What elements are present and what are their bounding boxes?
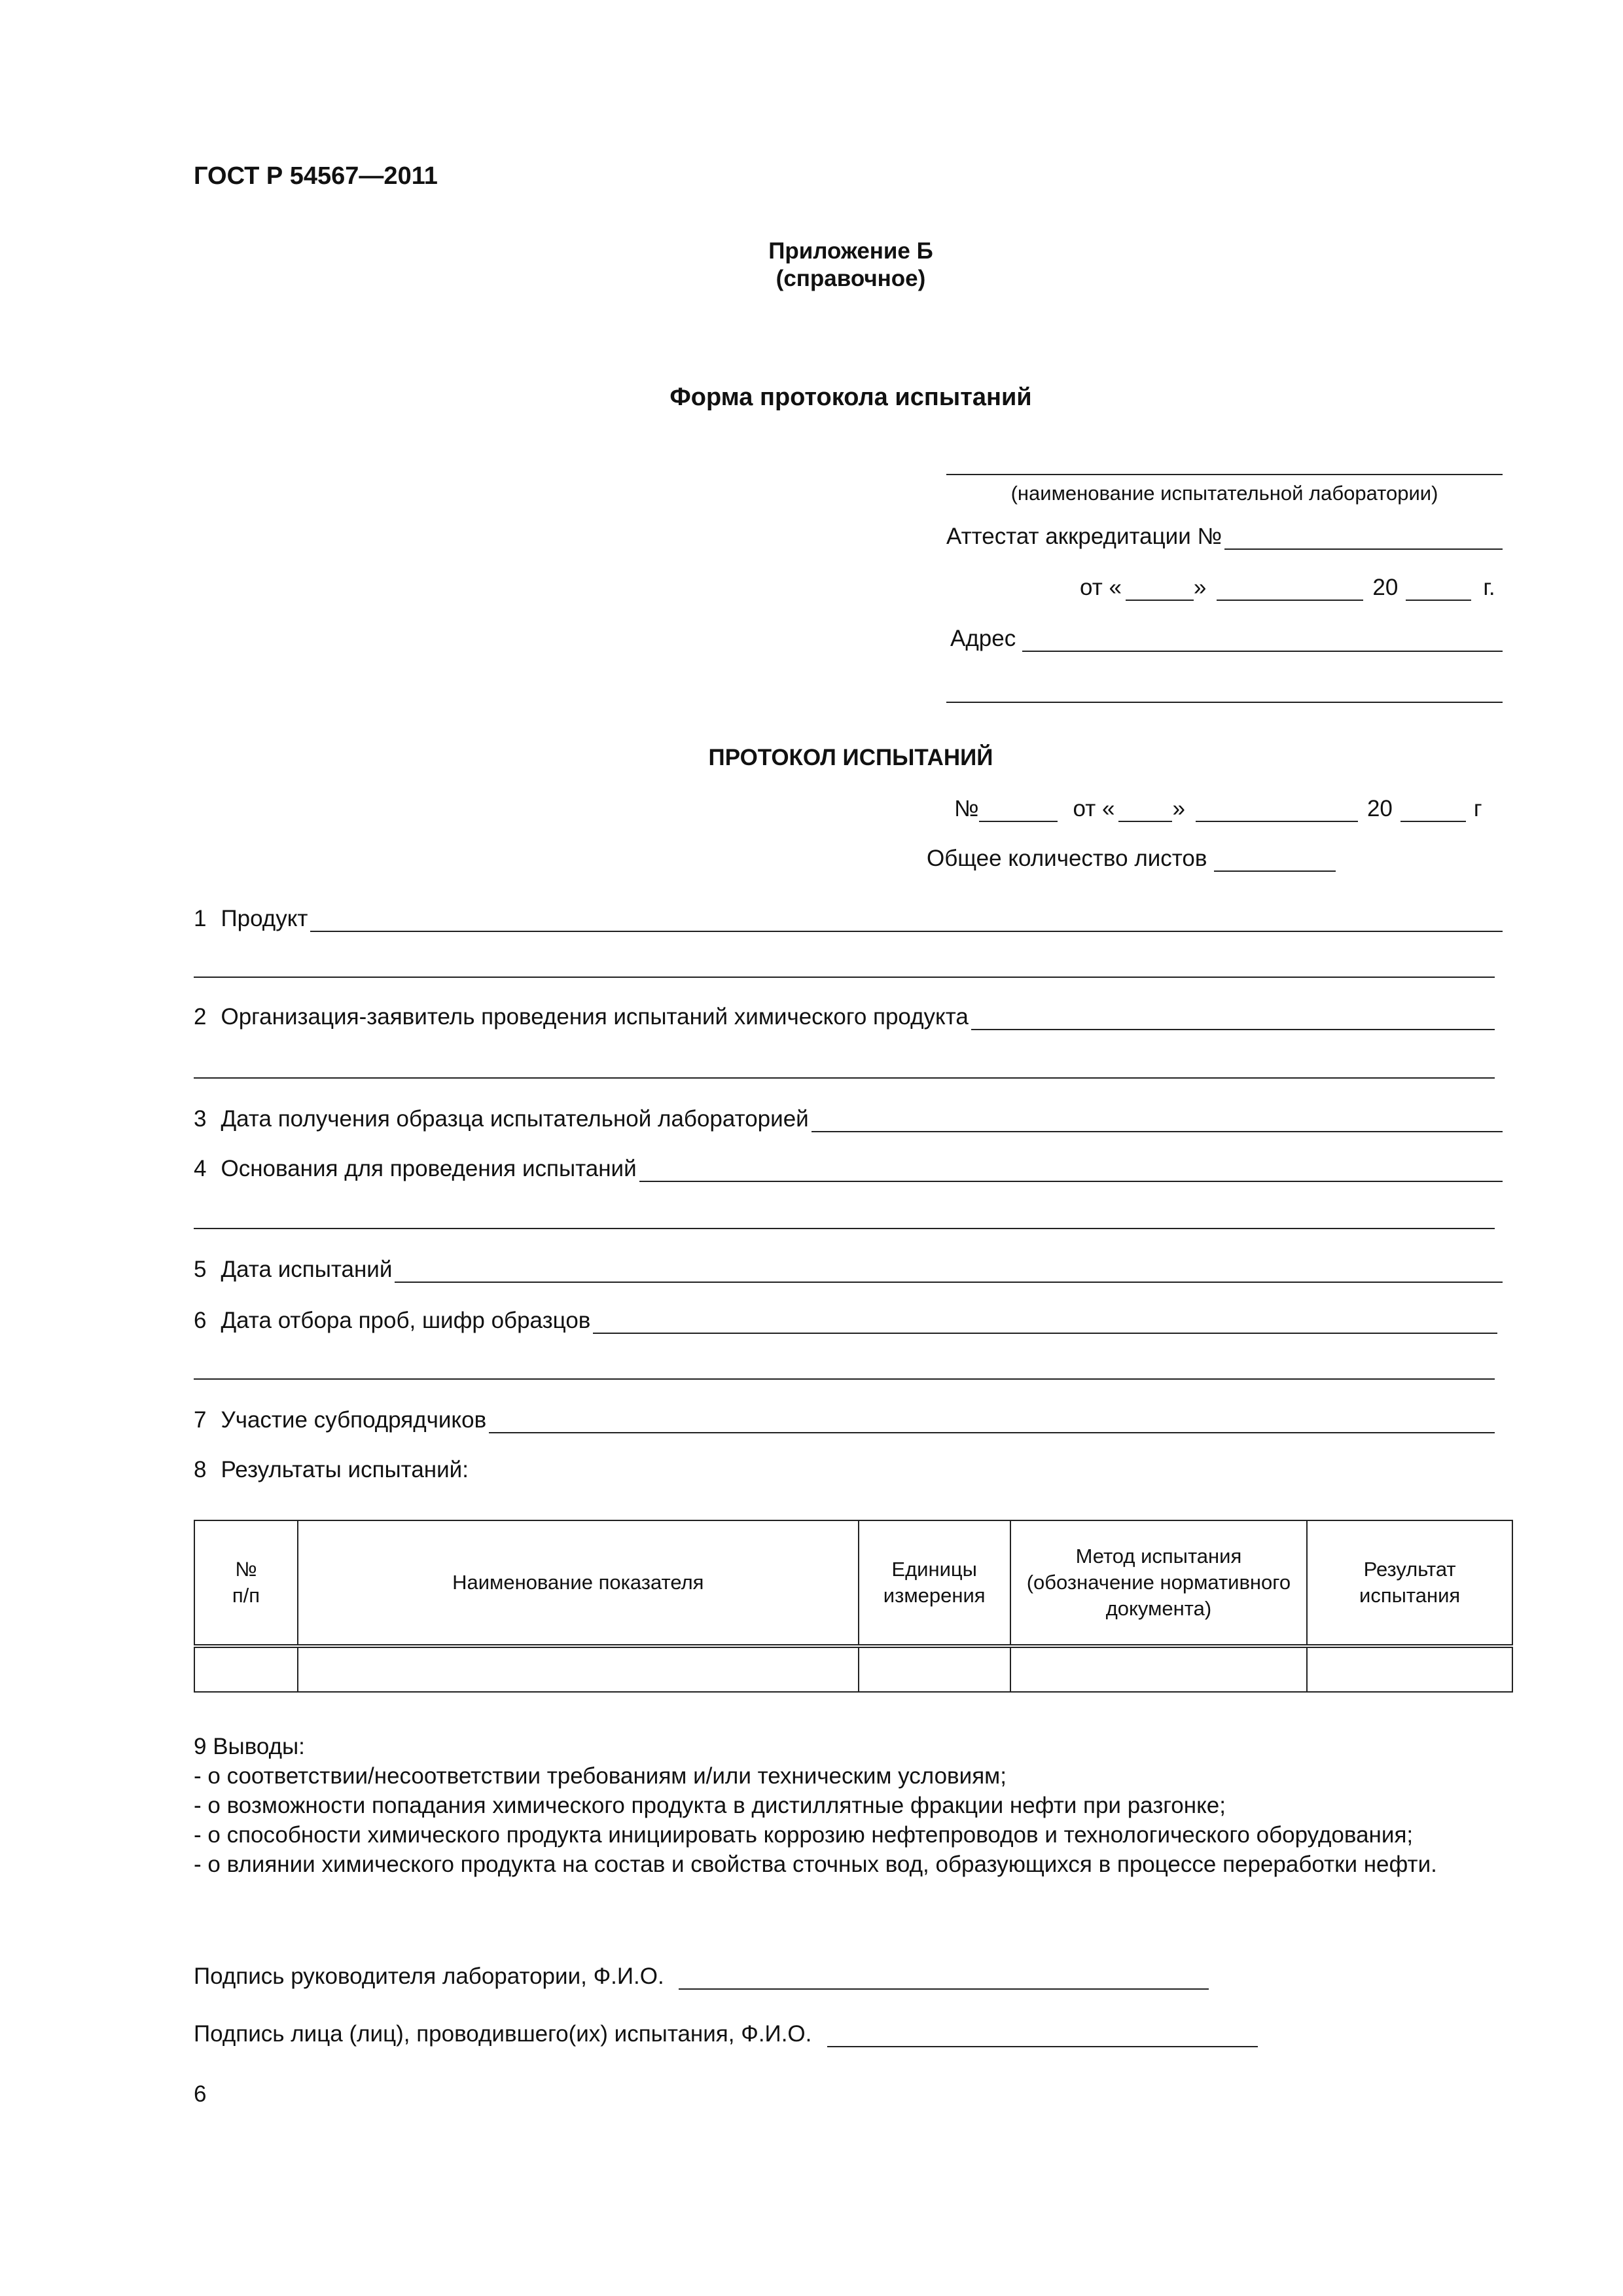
field-number: 3: [194, 1106, 207, 1132]
protocol-year-field[interactable]: [1400, 800, 1466, 822]
field-label: Дата испытаний: [221, 1257, 393, 1282]
accreditation-number-field[interactable]: [1224, 526, 1503, 550]
signature-head-field[interactable]: [679, 1967, 1209, 1990]
sampling-field-line-2[interactable]: [194, 1378, 1495, 1380]
field-row-subcontractors: [194, 1407, 1495, 1433]
address-line-2[interactable]: [946, 702, 1503, 703]
conclusion-item: - о способности химического продукта инициировать коррозию нефтепроводов и технологического оборудования;: [194, 1822, 1414, 1848]
table-cell[interactable]: [298, 1646, 859, 1692]
field-row-product: [194, 906, 1503, 932]
sample-received-date-field[interactable]: [812, 1109, 1503, 1132]
field-row-sample-received: [194, 1106, 1503, 1132]
total-sheets-field[interactable]: [1214, 850, 1336, 872]
col-header-indicator: Наименование показателя: [298, 1520, 859, 1646]
accreditation-label: Аттестат аккредитации №: [946, 524, 1222, 549]
protocol-month-field[interactable]: [1196, 800, 1358, 822]
form-title: Форма протокола испытаний: [669, 384, 1032, 411]
lab-name-line[interactable]: [946, 474, 1503, 475]
date-g-label: г.: [1483, 575, 1495, 600]
total-sheets-row: [927, 846, 1336, 872]
table-cell[interactable]: [194, 1646, 298, 1692]
address-label: Адрес: [950, 626, 1016, 651]
standard-designation: ГОСТ Р 54567—2011: [194, 162, 438, 190]
sampling-field[interactable]: [593, 1310, 1497, 1334]
protocol-g-label: г: [1473, 796, 1482, 821]
field-label: Результаты испытаний:: [221, 1457, 469, 1482]
field-label: Продукт: [221, 906, 308, 931]
appendix-title: Приложение Б: [768, 238, 933, 264]
protocol-number-field[interactable]: [979, 800, 1058, 822]
table-cell[interactable]: [859, 1646, 1010, 1692]
protocol-date-from: от «: [1073, 796, 1115, 821]
conclusion-item: - о влиянии химического продукта на состав и свойства сточных вод, образующихся в процессе переработки нефти.: [194, 1852, 1437, 1877]
table-cell[interactable]: [1307, 1646, 1512, 1692]
product-field[interactable]: [310, 908, 1503, 932]
accreditation-date-row: [1080, 575, 1495, 601]
field-row-grounds: [194, 1156, 1503, 1182]
applicant-field[interactable]: [971, 1007, 1495, 1030]
total-sheets-label: Общее количество листов: [927, 846, 1207, 871]
page-number: 6: [194, 2081, 207, 2107]
accreditation-month-field[interactable]: [1217, 579, 1363, 601]
table-cell[interactable]: [1010, 1646, 1308, 1692]
applicant-field-line-2[interactable]: [194, 1077, 1495, 1079]
accreditation-year-field[interactable]: [1406, 579, 1471, 601]
field-number: 2: [194, 1004, 207, 1030]
field-row-test-date: [194, 1257, 1503, 1283]
field-number: 5: [194, 1257, 207, 1282]
protocol-number-label: №: [954, 796, 979, 821]
test-date-field[interactable]: [395, 1259, 1503, 1283]
conclusion-item: - о соответствии/несоответствии требованиям и/или техническим условиям;: [194, 1763, 1007, 1789]
field-row-applicant: [194, 1004, 1495, 1030]
field-number: 6: [194, 1308, 207, 1333]
conclusion-item: - о возможности попадания химического продукта в дистиллятные фракции нефти при разгонке;: [194, 1793, 1226, 1818]
accreditation-day-field[interactable]: [1126, 579, 1194, 601]
protocol-number-row: [954, 796, 1482, 822]
results-table: [194, 1520, 1513, 1693]
field-number: 4: [194, 1156, 207, 1181]
date-year-label: 20: [1372, 575, 1399, 600]
product-field-line-2[interactable]: [194, 977, 1495, 978]
signature-head-row: [194, 1964, 1209, 1990]
field-label: Участие субподрядчиков: [221, 1407, 487, 1433]
grounds-field[interactable]: [639, 1158, 1503, 1182]
address-row: [950, 626, 1503, 652]
field-number: 1: [194, 906, 207, 931]
grounds-field-line-2[interactable]: [194, 1228, 1495, 1229]
field-row-results: [194, 1457, 469, 1483]
field-label: Организация-заявитель проведения испытаний химического продукта: [221, 1004, 969, 1030]
col-header-result: Результат испытания: [1307, 1520, 1512, 1646]
protocol-year-label: 20: [1366, 796, 1393, 821]
signature-tester-field[interactable]: [827, 2025, 1258, 2047]
field-label: Основания для проведения испытаний: [221, 1156, 637, 1181]
signature-tester-row: [194, 2021, 1258, 2047]
conclusions-section: [194, 1732, 1513, 1879]
subcontractors-field[interactable]: [489, 1410, 1495, 1433]
field-row-sampling: [194, 1308, 1497, 1334]
field-number: 7: [194, 1407, 207, 1433]
col-header-number: № п/п: [194, 1520, 298, 1646]
protocol-title: ПРОТОКОЛ ИСПЫТАНИЙ: [708, 745, 993, 770]
col-header-units: Единицы измерения: [859, 1520, 1010, 1646]
results-table-header: [194, 1520, 1512, 1646]
signature-tester-label: Подпись лица (лиц), проводившего(их) испытания, Ф.И.О.: [194, 2021, 812, 2047]
address-field[interactable]: [1022, 628, 1503, 652]
appendix-type: (справочное): [776, 266, 926, 291]
lab-name-caption: (наименование испытательной лаборатории): [1010, 482, 1438, 505]
date-quote-close: »: [1193, 575, 1207, 600]
protocol-quote-close: »: [1172, 796, 1185, 821]
field-label: Дата получения образца испытательной лабораторией: [221, 1106, 809, 1132]
table-row: [194, 1646, 1512, 1692]
date-from-label: от «: [1080, 575, 1122, 600]
protocol-day-field[interactable]: [1118, 800, 1172, 822]
accreditation-row: [946, 524, 1503, 550]
field-number: 8: [194, 1457, 207, 1482]
field-label: Дата отбора проб, шифр образцов: [221, 1308, 591, 1333]
col-header-method: Метод испытания (обозначение нормативного документа): [1010, 1520, 1308, 1646]
conclusions-title: 9 Выводы:: [194, 1734, 305, 1759]
signature-head-label: Подпись руководителя лаборатории, Ф.И.О.: [194, 1964, 664, 1989]
